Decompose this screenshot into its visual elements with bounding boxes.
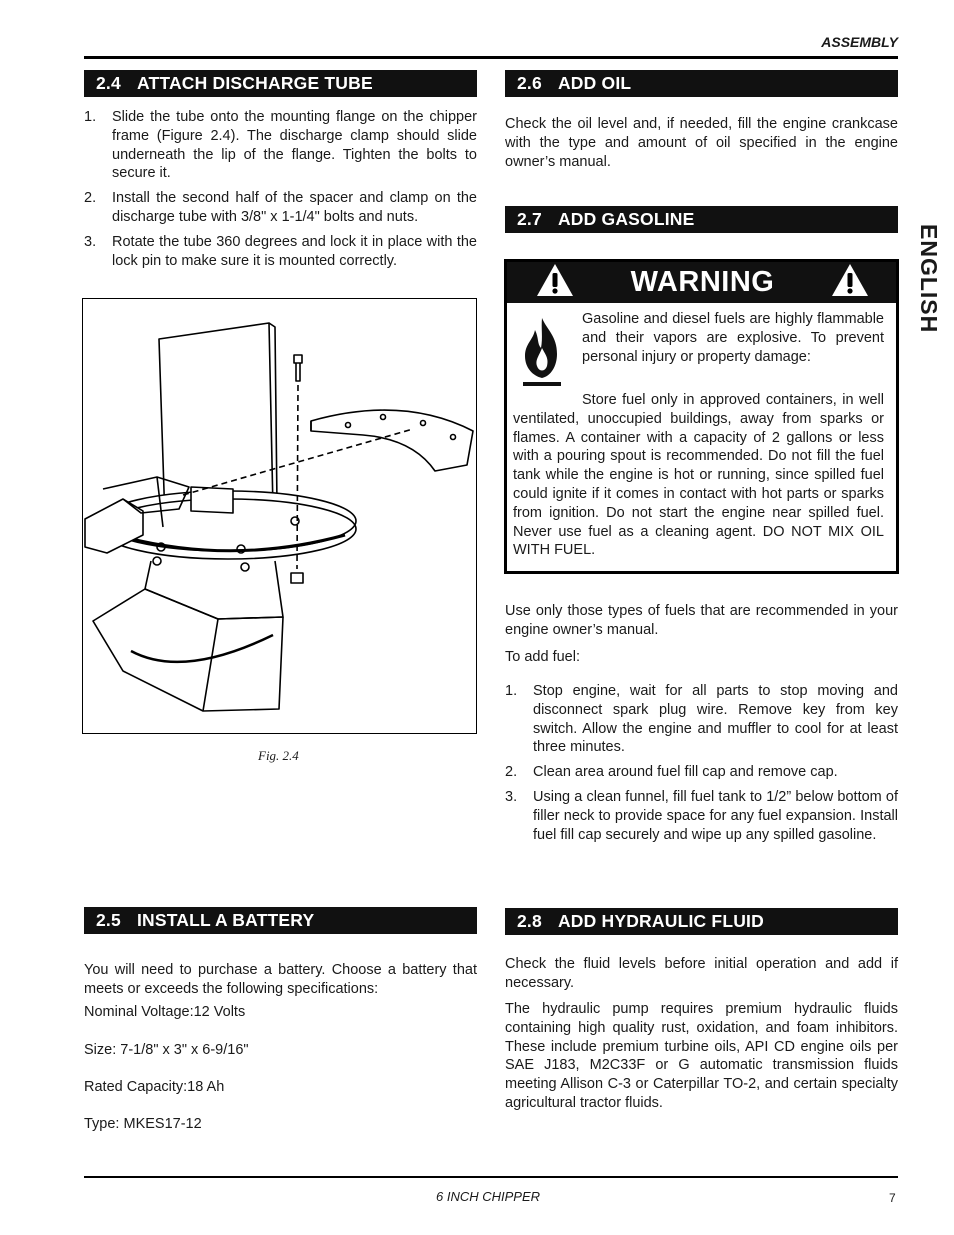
hydraulic-requirements: The hydraulic pump requires premium hydraulic fluids containing high quality rust, oxidation, and foam inhibitors. These include premium turbine oils, API CD engine oils per SAE J183, M2C33F or G automatic transmission fluids meeting Allison C-3 or Caterpillar TO-2, and certain specialty agricultural tractor fluids. [505, 1001, 898, 1111]
list-item: 3. Using a clean funnel, fill fuel tank to 1/2” below bottom of filler neck to provide space for any fuel expansion. Install fuel fill cap securely and wipe up any spilled gasoline. [505, 788, 898, 843]
header-rule [84, 56, 898, 59]
flame-icon [517, 314, 567, 394]
section-2-7-heading [505, 206, 898, 233]
warning-header [507, 262, 896, 303]
figure-caption: Fig. 2.4 [258, 748, 299, 763]
section-number: 2.5 [96, 910, 121, 930]
discharge-tube-illustration [83, 299, 476, 733]
section-2-8-heading [505, 908, 898, 935]
section-number: 2.6 [517, 73, 542, 93]
add-fuel-steps [505, 682, 898, 850]
battery-intro: You will need to purchase a battery. Choose a battery that meets or exceeds the following specifications: [84, 962, 477, 997]
section-2-6-heading [505, 70, 898, 97]
hydraulic-check: Check the fluid levels before initial operation and add if necessary. [505, 956, 898, 991]
battery-spec-size: Size: 7-1/8" x 3" x 6-9/16" [84, 1042, 249, 1058]
warning-triangle-icon [535, 262, 575, 303]
list-item: 3. Rotate the tube 360 degrees and lock it in place with the lock pin to make sure it is mounted correctly. [84, 233, 477, 269]
warning-box [504, 259, 899, 574]
list-item: 2. Install the second half of the spacer and clamp on the discharge tube with 3/8" x 1-1/4" bolts and nuts. [84, 190, 477, 225]
section-title: ADD GASOLINE [557, 209, 695, 229]
warning-title: WARNING [630, 266, 775, 298]
section-2-4-heading [84, 70, 477, 97]
section-2-5-heading [84, 907, 477, 934]
list-item: 1. Stop engine, wait for all parts to stop moving and disconnect spark plug wire. Remove key from key switch. Allow the engine and muffler to cool for at least three minutes. [505, 683, 898, 756]
language-tab: ENGLISH [916, 224, 942, 334]
list-item: 1. Slide the tube onto the mounting flange on the chipper frame (Figure 2.4). The discharge clamp should slide underneath the lip of the flange. Tighten the bolts to secure it. [84, 109, 477, 182]
list-item: 2. Clean area around fuel fill cap and remove cap. [505, 764, 838, 781]
section-title: ATTACH DISCHARGE TUBE [136, 73, 373, 93]
footer-title: 6 INCH CHIPPER [436, 1189, 541, 1204]
battery-spec-capacity: Rated Capacity:18 Ah [84, 1079, 225, 1095]
section-number: 2.4 [96, 73, 121, 93]
section-title: ADD HYDRAULIC FLUID [557, 911, 764, 931]
warning-triangle-icon [830, 262, 870, 303]
section-number: 2.7 [517, 209, 542, 229]
running-header: ASSEMBLY [821, 34, 898, 50]
footer-rule [84, 1176, 898, 1178]
battery-spec-voltage: Nominal Voltage:12 Volts [84, 1004, 246, 1020]
page-number: 7 [889, 1191, 896, 1205]
figure-2-4 [82, 298, 477, 734]
discharge-tube-steps [84, 108, 477, 276]
battery-spec-type: Type: MKES17-12 [84, 1116, 202, 1132]
warning-body: Store fuel only in approved containers, in well ventilated, unoccupied buildings, away from sparks or flames. A container with a capacity of 2 gallons or less with a pouring spout is recommended. Do not fill the fuel tank while the engine is hot or running, since spilled fuel could ignite if it comes in contact with hot parts or sparks from ignition. Do not start the engine near spilled fuel. Never use fuel as a cleaning agent. DO NOT MIX OIL WITH FUEL. [513, 392, 884, 559]
oil-instructions: Check the oil level and, if needed, fill the engine crankcase with the type and amount of oil specified in the engine owner’s manual. [505, 116, 898, 170]
fuel-recommendation: Use only those types of fuels that are recommended in your engine owner’s manual. [505, 603, 898, 638]
section-title: INSTALL A BATTERY [136, 910, 315, 930]
warning-lead: Gasoline and diesel fuels are highly flammable and their vapors are explosive. To prevent personal injury or property damage: [582, 311, 884, 365]
section-number: 2.8 [517, 911, 542, 931]
to-add-fuel-label: To add fuel: [505, 649, 580, 665]
section-title: ADD OIL [557, 73, 632, 93]
